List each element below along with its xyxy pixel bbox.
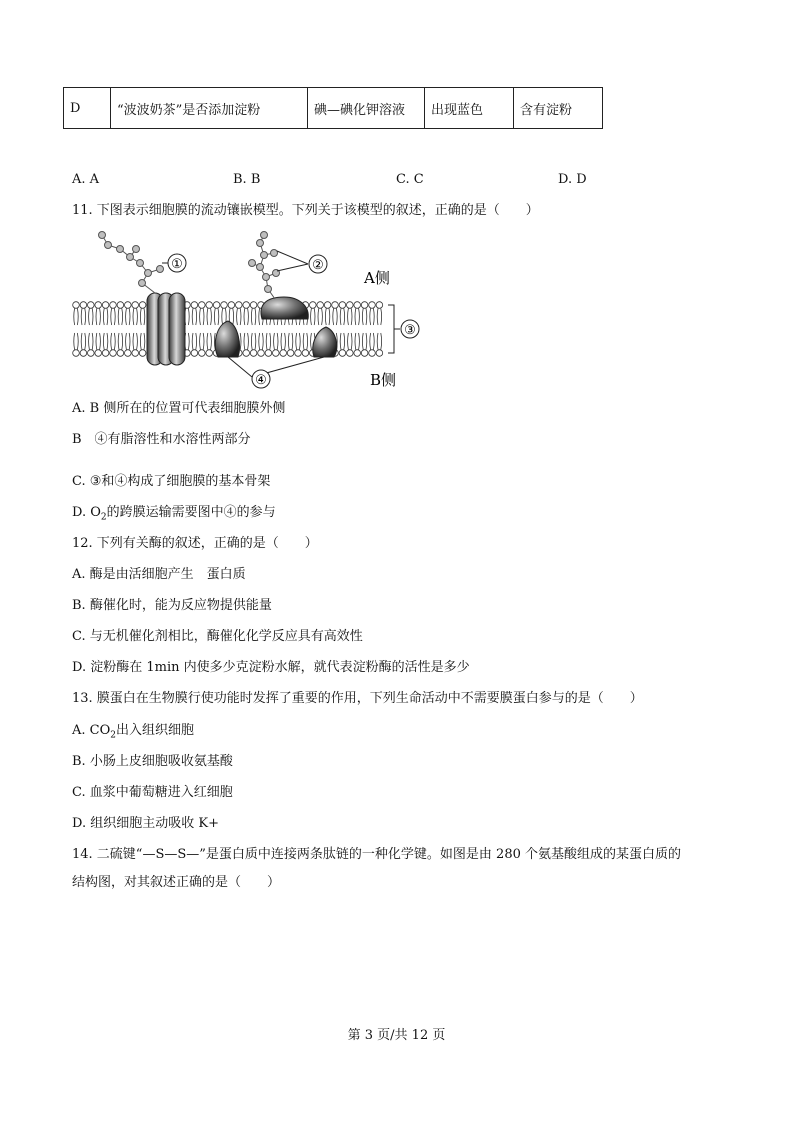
lipid-head	[243, 302, 250, 309]
q13-option-b[interactable]: B. 小肠上皮细胞吸收氨基酸	[72, 754, 233, 769]
lipid-tail	[89, 333, 93, 350]
lipid-tail	[81, 333, 85, 350]
lipid-tail	[103, 333, 107, 350]
lipid-head	[339, 350, 346, 357]
lipid-tail	[118, 308, 122, 325]
lipid-tail	[348, 333, 352, 350]
table-cell: “波波奶茶”是否添加淀粉	[111, 88, 308, 129]
lipid-tail	[355, 308, 359, 325]
q13-option-a[interactable]	[72, 722, 194, 745]
lipid-head	[243, 350, 250, 357]
lipid-head	[265, 350, 272, 357]
q14-stem-line1: 14. 二硫键“—S—S—”是蛋白质中连接两条肽链的一种化学键。如图是由 280 个氨基酸组成的某蛋白质的	[72, 847, 681, 862]
lipid-tail	[133, 308, 137, 325]
lipid-head	[361, 302, 368, 309]
lipid-tail	[111, 333, 115, 350]
lipid-tail	[140, 308, 144, 325]
lipid-head	[95, 302, 102, 309]
lipid-tail	[362, 333, 366, 350]
lipid-tail	[207, 308, 211, 325]
lipid-tail	[266, 333, 270, 350]
lipid-head	[88, 350, 95, 357]
lipid-head	[236, 302, 243, 309]
lipid-head	[117, 350, 124, 357]
lipid-tail	[81, 308, 85, 325]
glycan-chain	[249, 232, 280, 300]
option-text: 的跨膜运输需要图中④的参与	[106, 505, 276, 520]
lipid-tail	[126, 333, 130, 350]
label-2: ②	[312, 258, 324, 273]
table-cell: 出现蓝色	[425, 88, 514, 129]
lipid-head	[110, 302, 117, 309]
answer-table	[63, 87, 603, 129]
lipid-tail	[355, 333, 359, 350]
subscript: 2	[110, 730, 116, 741]
lipid-tail	[251, 333, 255, 350]
lipid-head	[369, 350, 376, 357]
lipid-head	[191, 350, 198, 357]
lipid-tail	[103, 308, 107, 325]
q11-option-b[interactable]: B ④有脂溶性和水溶性两部分	[72, 432, 251, 447]
lipid-tail	[74, 333, 78, 350]
lipid-tail	[126, 308, 130, 325]
q10-option-c[interactable]: C. C	[396, 172, 424, 187]
q11-option-d[interactable]	[72, 504, 276, 527]
lipid-head	[258, 350, 265, 357]
option-text: A. CO	[72, 723, 111, 738]
q12-option-c[interactable]: C. 与无机催化剂相比，酶催化化学反应具有高效性	[72, 629, 363, 644]
q13-option-c[interactable]: C. 血浆中葡萄糖进入红细胞	[72, 785, 233, 800]
glycoprotein-chain	[99, 232, 164, 294]
lipid-head	[354, 350, 361, 357]
lipid-tail	[214, 308, 218, 325]
lipid-head	[102, 350, 109, 357]
lipid-head	[191, 302, 198, 309]
lipid-tail	[207, 333, 211, 350]
lipid-tail	[340, 308, 344, 325]
lipid-tail	[370, 333, 374, 350]
lipid-head	[339, 302, 346, 309]
lipid-tail	[259, 333, 263, 350]
embedded-protein-right	[313, 327, 337, 357]
lipid-head	[376, 302, 383, 309]
lipid-head	[88, 302, 95, 309]
lipid-tail	[244, 333, 248, 350]
side-b-label: B侧	[370, 371, 397, 389]
table-cell: 碘—碘化钾溶液	[308, 88, 425, 129]
lipid-head	[228, 302, 235, 309]
lipid-tail	[296, 333, 300, 350]
q12-option-b[interactable]: B. 酶催化时，能为反应物提供能量	[72, 598, 272, 613]
lipid-head	[132, 350, 139, 357]
lipid-head	[295, 350, 302, 357]
lipid-head	[117, 302, 124, 309]
q10-option-a[interactable]: A. A	[72, 172, 100, 187]
lipid-head	[206, 302, 213, 309]
lipid-head	[369, 302, 376, 309]
lipid-head	[280, 350, 287, 357]
lipid-tail	[377, 308, 381, 325]
table-cell: 含有淀粉	[514, 88, 603, 129]
lipid-head	[347, 350, 354, 357]
lipid-head	[347, 302, 354, 309]
q14-stem-line2: 结构图，对其叙述正确的是（ ）	[72, 875, 281, 890]
lipid-head	[376, 350, 383, 357]
lipid-tail	[74, 308, 78, 325]
lipid-head	[361, 350, 368, 357]
lipid-head	[199, 350, 206, 357]
lipid-head	[132, 302, 139, 309]
lipid-head	[125, 350, 132, 357]
channel-protein	[147, 293, 185, 365]
lipid-head	[110, 350, 117, 357]
q13-stem: 13. 膜蛋白在生物膜行使功能时发挥了重要的作用，下列生命活动中不需要膜蛋白参与的是（ ）	[72, 691, 643, 706]
lipid-tail	[140, 333, 144, 350]
label-4: ④	[255, 373, 267, 388]
side-a-label: A侧	[364, 269, 390, 287]
lipid-head	[213, 302, 220, 309]
q13-option-d[interactable]: D. 组织细胞主动吸收 K+	[72, 816, 219, 831]
lipid-head	[199, 302, 206, 309]
lipid-head	[287, 350, 294, 357]
lipid-head	[139, 302, 146, 309]
lipid-head	[139, 350, 146, 357]
lipid-head	[80, 302, 87, 309]
cell-membrane-figure	[70, 227, 420, 397]
lipid-tail	[311, 308, 315, 325]
lipid-tail	[340, 333, 344, 350]
lipid-tail	[362, 308, 366, 325]
q10-option-d[interactable]: D. D	[558, 172, 587, 187]
option-text: 出入组织细胞	[116, 723, 195, 738]
lipid-head	[332, 302, 339, 309]
lipid-tail	[200, 333, 204, 350]
lipid-head	[206, 350, 213, 357]
option-text: D. O	[72, 505, 101, 520]
lipid-tail	[200, 308, 204, 325]
subscript: 2	[100, 512, 107, 523]
lipid-head	[354, 302, 361, 309]
lipid-head	[273, 350, 280, 357]
q11-option-c[interactable]: C. ③和④构成了细胞膜的基本骨架	[72, 474, 271, 489]
lipid-tail	[333, 308, 337, 325]
lipid-tail	[274, 333, 278, 350]
lipid-tail	[325, 308, 329, 325]
q12-option-a[interactable]: A. 酶是由活细胞产生 蛋白质	[72, 567, 246, 582]
lipid-head	[125, 302, 132, 309]
lipid-tail	[192, 333, 196, 350]
lipid-tail	[111, 308, 115, 325]
embedded-protein-left	[215, 321, 239, 357]
lipid-tail	[281, 333, 285, 350]
lipid-tail	[348, 308, 352, 325]
lipid-head	[317, 302, 324, 309]
lipid-head	[302, 350, 309, 357]
lipid-tail	[370, 308, 374, 325]
q11-stem: 11. 下图表示细胞膜的流动镶嵌模型。下列关于该模型的叙述，正确的是（ ）	[72, 203, 539, 218]
lipid-head	[221, 302, 228, 309]
surface-protein	[261, 297, 308, 319]
lipid-head	[310, 302, 317, 309]
lipid-head	[73, 350, 80, 357]
lipid-tail	[237, 308, 241, 325]
q11-option-a[interactable]: A. B 侧所在的位置可代表细胞膜外侧	[72, 401, 286, 416]
lipid-head	[250, 350, 257, 357]
lipid-tail	[377, 333, 381, 350]
lipid-tail	[318, 308, 322, 325]
lipid-head	[95, 350, 102, 357]
page-footer: 第 3 页/共 12 页	[347, 1028, 446, 1043]
lipid-tail	[89, 308, 93, 325]
lipid-head	[102, 302, 109, 309]
lipid-tail	[118, 333, 122, 350]
lipid-tail	[192, 308, 196, 325]
lipid-tail	[244, 308, 248, 325]
lipid-tail	[251, 308, 255, 325]
lipid-tail	[288, 333, 292, 350]
q12-stem: 12. 下列有关酶的叙述，正确的是（ ）	[72, 536, 318, 551]
lipid-head	[73, 302, 80, 309]
lipid-tail	[96, 333, 100, 350]
lipid-head	[324, 302, 331, 309]
label-3: ③	[404, 323, 416, 338]
lipid-tail	[133, 333, 137, 350]
lipid-tail	[96, 308, 100, 325]
lipid-head	[250, 302, 257, 309]
lipid-tail	[303, 333, 307, 350]
q10-option-b[interactable]: B. B	[233, 172, 261, 187]
lipid-head	[80, 350, 87, 357]
label-1: ①	[171, 257, 183, 272]
table-row	[64, 88, 603, 129]
table-cell: D	[64, 88, 111, 129]
q12-option-d[interactable]: D. 淀粉酶在 1min 内使多少克淀粉水解，就代表淀粉酶的活性是多少	[72, 660, 470, 675]
